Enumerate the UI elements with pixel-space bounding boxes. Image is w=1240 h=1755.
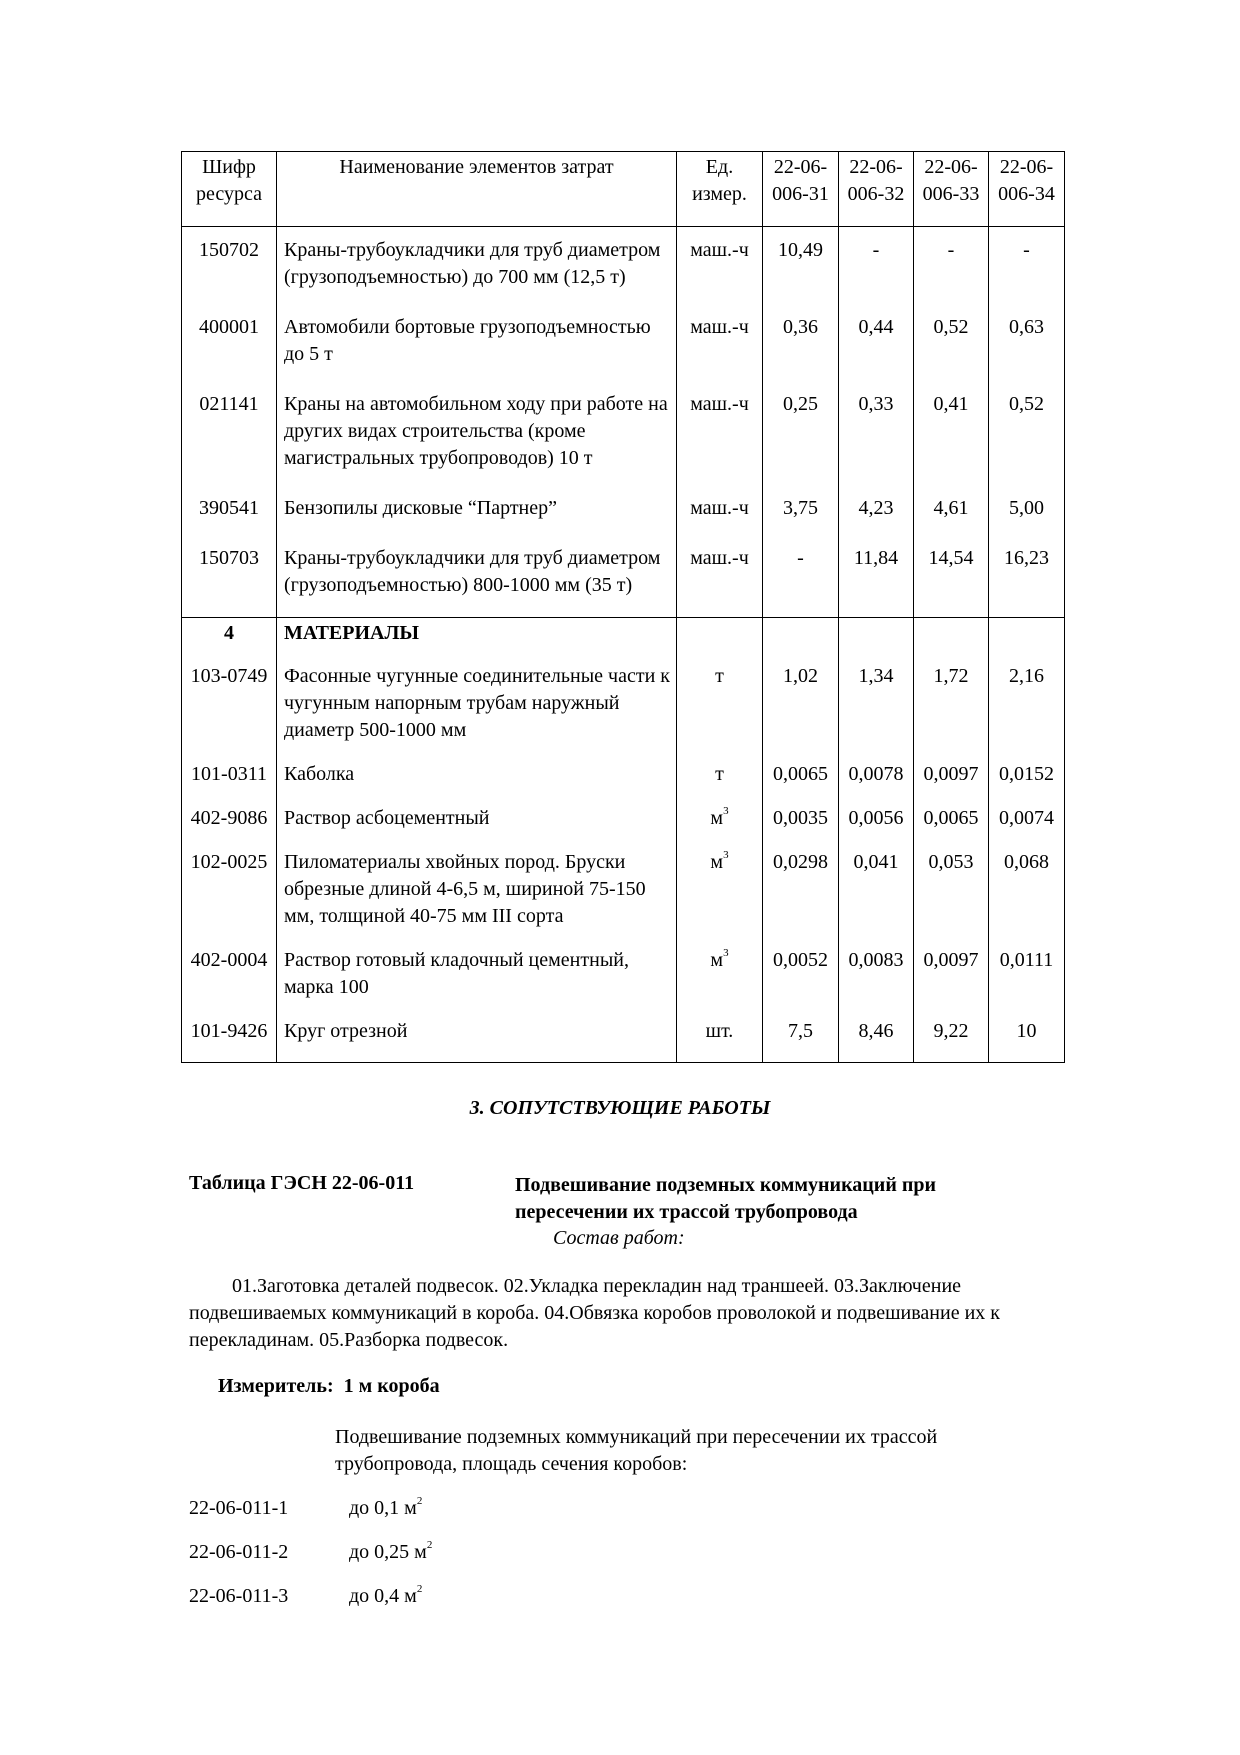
resource-unit: маш.-ч <box>677 308 763 385</box>
resource-unit: т <box>677 761 763 805</box>
header-unit <box>677 152 763 227</box>
table-row <box>182 663 1065 761</box>
table-row <box>182 308 1065 385</box>
value-32: 0,33 <box>839 385 914 489</box>
resource-code: 021141 <box>182 385 277 489</box>
unit-base: м <box>710 949 724 971</box>
value-33: 1,72 <box>914 663 989 761</box>
resource-name: Раствор готовый кладочный цементный, марка 100 <box>277 947 677 1018</box>
resource-unit <box>677 947 763 1018</box>
header-code-line1: Шифр <box>202 156 256 178</box>
value-34: 0,63 <box>989 308 1065 385</box>
resource-name: Краны на автомобильном ходу при работе на других видах строительства (кроме магистральных трубопроводов) 10 т <box>277 385 677 489</box>
value-33: 9,22 <box>914 1018 989 1063</box>
empty-cell <box>989 618 1065 664</box>
table-row <box>182 385 1065 489</box>
header-col-34-line1: 22-06- <box>999 156 1054 178</box>
table-row <box>182 539 1065 618</box>
value-32: 0,44 <box>839 308 914 385</box>
empty-cell <box>677 618 763 664</box>
resource-name: Фасонные чугунные соединительные части к чугунным напорным трубам наружный диаметр 500-1000 мм <box>277 663 677 761</box>
empty-cell <box>839 618 914 664</box>
value-34: 5,00 <box>989 489 1065 539</box>
resource-name: Автомобили бортовые грузоподъемностью до 5 т <box>277 308 677 385</box>
value-31: 7,5 <box>763 1018 839 1063</box>
resource-unit: т <box>677 663 763 761</box>
item-code: 22-06-011-2 <box>189 1541 289 1563</box>
item-exponent: 2 <box>416 1583 423 1596</box>
resource-name: Пиломатериалы хвойных пород. Бруски обрезные длиной 4-6,5 м, шириной 75-150 мм, толщиной 40-75 мм III сорта <box>277 849 677 947</box>
value-32: 11,84 <box>839 539 914 618</box>
section-code: 4 <box>182 618 277 664</box>
item-exponent: 2 <box>426 1539 433 1552</box>
resources-table <box>181 151 1065 1063</box>
resource-name: Каболка <box>277 761 677 805</box>
value-31: 3,75 <box>763 489 839 539</box>
item-text: до 0,1 м <box>349 1497 417 1519</box>
empty-cell <box>914 618 989 664</box>
value-32: 1,34 <box>839 663 914 761</box>
resource-name: Круг отрезной <box>277 1018 677 1063</box>
resource-name: Краны-трубоукладчики для труб диаметром (грузоподъемностью) 800-1000 мм (35 т) <box>277 539 677 618</box>
header-code-line2: ресурса <box>196 183 262 205</box>
value-34: 0,52 <box>989 385 1065 489</box>
resource-code: 101-9426 <box>182 1018 277 1063</box>
value-33: 0,053 <box>914 849 989 947</box>
resource-name: Бензопилы дисковые “Партнер” <box>277 489 677 539</box>
resource-code: 150703 <box>182 539 277 618</box>
header-col-33-line2: 006-33 <box>922 183 980 205</box>
header-col-33-line1: 22-06- <box>924 156 978 178</box>
value-34: 2,16 <box>989 663 1065 761</box>
resource-code: 102-0025 <box>182 849 277 947</box>
table-row <box>182 761 1065 805</box>
value-33: 0,0097 <box>914 761 989 805</box>
section-row <box>182 618 1065 664</box>
value-32: 0,0056 <box>839 805 914 849</box>
value-31: 0,0035 <box>763 805 839 849</box>
resource-code: 101-0311 <box>182 761 277 805</box>
header-col-32-line1: 22-06- <box>849 156 903 178</box>
item-code: 22-06-011-3 <box>189 1585 289 1607</box>
meter-value: 1 м короба <box>343 1375 440 1397</box>
table-row <box>182 227 1065 309</box>
unit-exponent: 3 <box>723 947 729 960</box>
value-32: 0,0083 <box>839 947 914 1018</box>
value-31: 0,0065 <box>763 761 839 805</box>
resource-unit: маш.-ч <box>677 539 763 618</box>
resource-unit: маш.-ч <box>677 385 763 489</box>
work-composition-text: 01.Заготовка деталей подвесок. 02.Укладка перекладин над траншеей. 03.Заключение подвешиваемых коммуникаций в короба. 04.Обвязка коробов проволокой и подвешивание их к перекладинам. 05.Разборка подвесок. <box>189 1275 1000 1351</box>
section-name: МАТЕРИАЛЫ <box>277 618 677 664</box>
table-row <box>182 805 1065 849</box>
value-32: 0,0078 <box>839 761 914 805</box>
value-33: 4,61 <box>914 489 989 539</box>
header-col-34-line2: 006-34 <box>998 183 1055 205</box>
value-34: 0,0111 <box>989 947 1065 1018</box>
table-caption: Подвешивание подземных коммуникаций при пересечении их трассой трубопровода <box>515 1174 937 1223</box>
value-33: 0,41 <box>914 385 989 489</box>
value-31: 0,0298 <box>763 849 839 947</box>
unit-base: м <box>710 807 724 829</box>
table-row <box>182 489 1065 539</box>
item-exponent: 2 <box>416 1495 423 1508</box>
value-34: 0,0152 <box>989 761 1065 805</box>
resource-unit: маш.-ч <box>677 489 763 539</box>
value-34: 0,068 <box>989 849 1065 947</box>
subheading: Подвешивание подземных коммуникаций при пересечении их трассой трубопровода, площадь сечения коробов: <box>335 1426 938 1475</box>
meter-line <box>218 1375 440 1398</box>
value-34: - <box>989 227 1065 309</box>
value-33: 0,0097 <box>914 947 989 1018</box>
resource-unit <box>677 805 763 849</box>
resource-name: Краны-трубоукладчики для труб диаметром (грузоподъемностью) до 700 мм (12,5 т) <box>277 227 677 309</box>
table-header <box>182 152 1065 227</box>
value-33: - <box>914 227 989 309</box>
resource-code: 103-0749 <box>182 663 277 761</box>
header-col-32 <box>839 152 914 227</box>
table-row <box>182 947 1065 1018</box>
resource-code: 390541 <box>182 489 277 539</box>
unit-exponent: 3 <box>723 849 729 862</box>
value-31: 0,36 <box>763 308 839 385</box>
value-32: 8,46 <box>839 1018 914 1063</box>
header-col-32-line2: 006-32 <box>847 183 905 205</box>
resource-code: 402-0004 <box>182 947 277 1018</box>
resource-unit: шт. <box>677 1018 763 1063</box>
header-unit-line1: Ед. <box>705 156 734 178</box>
header-name: Наименование элементов затрат <box>277 152 677 227</box>
table-row <box>182 849 1065 947</box>
empty-cell <box>763 618 839 664</box>
table-label: Таблица ГЭСН 22-06-011 <box>189 1172 415 1194</box>
work-composition-heading: Состав работ: <box>553 1227 685 1249</box>
value-31: - <box>763 539 839 618</box>
unit-base: м <box>710 851 724 873</box>
header-col-34 <box>989 152 1065 227</box>
header-col-31 <box>763 152 839 227</box>
list-item <box>189 1541 432 1564</box>
resource-code: 150702 <box>182 227 277 309</box>
header-code <box>182 152 277 227</box>
header-col-31-line2: 006-31 <box>772 183 829 205</box>
header-unit-line2: измер. <box>692 183 747 205</box>
value-31: 0,25 <box>763 385 839 489</box>
resource-code: 402-9086 <box>182 805 277 849</box>
value-33: 0,0065 <box>914 805 989 849</box>
value-33: 0,52 <box>914 308 989 385</box>
section-title: 3. СОПУТСТВУЮЩИЕ РАБОТЫ <box>469 1097 771 1119</box>
table-row <box>182 1018 1065 1063</box>
item-text: до 0,4 м <box>349 1585 417 1607</box>
header-col-33 <box>914 152 989 227</box>
value-31: 1,02 <box>763 663 839 761</box>
value-34: 0,0074 <box>989 805 1065 849</box>
value-32: 4,23 <box>839 489 914 539</box>
value-34: 16,23 <box>989 539 1065 618</box>
value-31: 10,49 <box>763 227 839 309</box>
resource-unit <box>677 849 763 947</box>
resource-name: Раствор асбоцементный <box>277 805 677 849</box>
value-32: - <box>839 227 914 309</box>
value-34: 10 <box>989 1018 1065 1063</box>
list-item <box>189 1497 422 1520</box>
value-31: 0,0052 <box>763 947 839 1018</box>
item-text: до 0,25 м <box>349 1541 427 1563</box>
resource-code: 400001 <box>182 308 277 385</box>
meter-label: Измеритель: <box>218 1375 334 1397</box>
item-code: 22-06-011-1 <box>189 1497 289 1519</box>
list-item <box>189 1585 422 1608</box>
unit-exponent: 3 <box>723 805 729 818</box>
resource-unit: маш.-ч <box>677 227 763 309</box>
value-32: 0,041 <box>839 849 914 947</box>
value-33: 14,54 <box>914 539 989 618</box>
header-col-31-line1: 22-06- <box>773 156 828 178</box>
